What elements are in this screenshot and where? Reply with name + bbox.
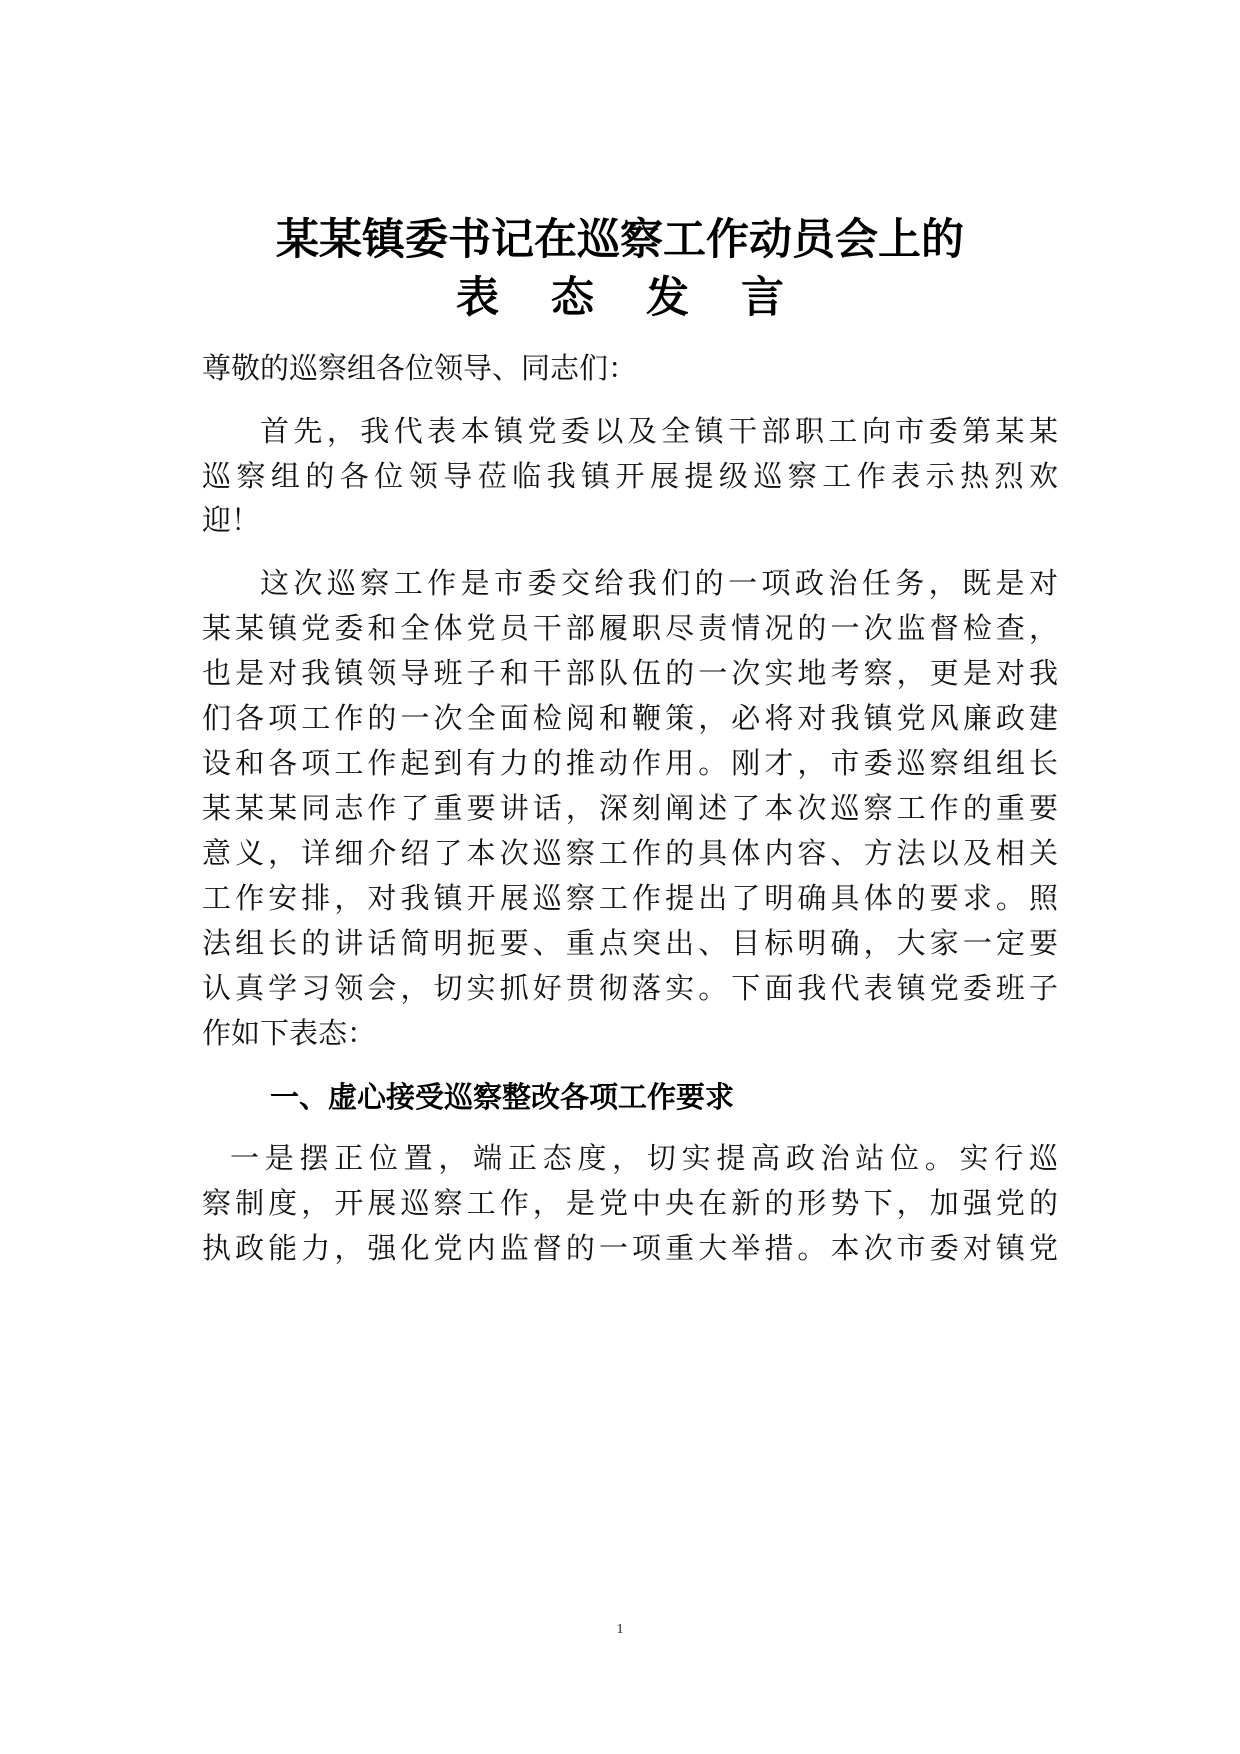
paragraph-line: 设和各项工作起到有力的推动作用。刚才，市委巡察组组长 [202,746,1058,780]
document-subtitle: 表态发言 [456,273,836,323]
paragraph-line: 法组长的讲话简明扼要、重点突出、目标明确，大家一定要 [202,926,1058,960]
paragraph-line: 作如下表态： [202,1016,377,1050]
paragraph-line: 某某镇党委和全体党员干部履职尽责情况的一次监督检查， [202,611,1058,645]
page-number: 1 [616,1622,624,1637]
paragraph-line: 一是摆正位置，端正态度，切实提高政治站位。实行巡 [230,1141,1058,1175]
paragraph-line: 意义，详细介绍了本次巡察工作的具体内容、方法以及相关 [202,836,1058,870]
paragraph-line: 认真学习领会，切实抓好贯彻落实。下面我代表镇党委班子 [202,971,1058,1005]
paragraph-line: 首先，我代表本镇党委以及全镇干部职工向市委第某某 [260,414,1058,448]
paragraph-line: 们各项工作的一次全面检阅和鞭策，必将对我镇党风廉政建 [202,701,1058,735]
paragraph-line: 迎！ [202,503,261,537]
document-title: 某某镇委书记在巡察工作动员会上的 [276,215,964,265]
paragraph-line: 执政能力，强化党内监督的一项重大举措。本次市委对镇党 [202,1231,1058,1265]
paragraph-line: 这次巡察工作是市委交给我们的一项政治任务，既是对 [260,566,1058,600]
paragraph-line: 察制度，开展巡察工作，是党中央在新的形势下，加强党的 [202,1186,1058,1220]
paragraph-line: 巡察组的各位领导莅临我镇开展提级巡察工作表示热烈欢 [202,459,1058,493]
paragraph-line: 工作安排，对我镇开展巡察工作提出了明确具体的要求。照 [202,881,1058,915]
paragraph-line: 某某某同志作了重要讲话，深刻阐述了本次巡察工作的重要 [202,791,1058,825]
section-heading: 一、虚心接受巡察整改各项工作要求 [270,1080,735,1114]
salutation: 尊敬的巡察组各位领导、同志们： [202,351,638,385]
paragraph-line: 也是对我镇领导班子和干部队伍的一次实地考察，更是对我 [202,656,1058,690]
